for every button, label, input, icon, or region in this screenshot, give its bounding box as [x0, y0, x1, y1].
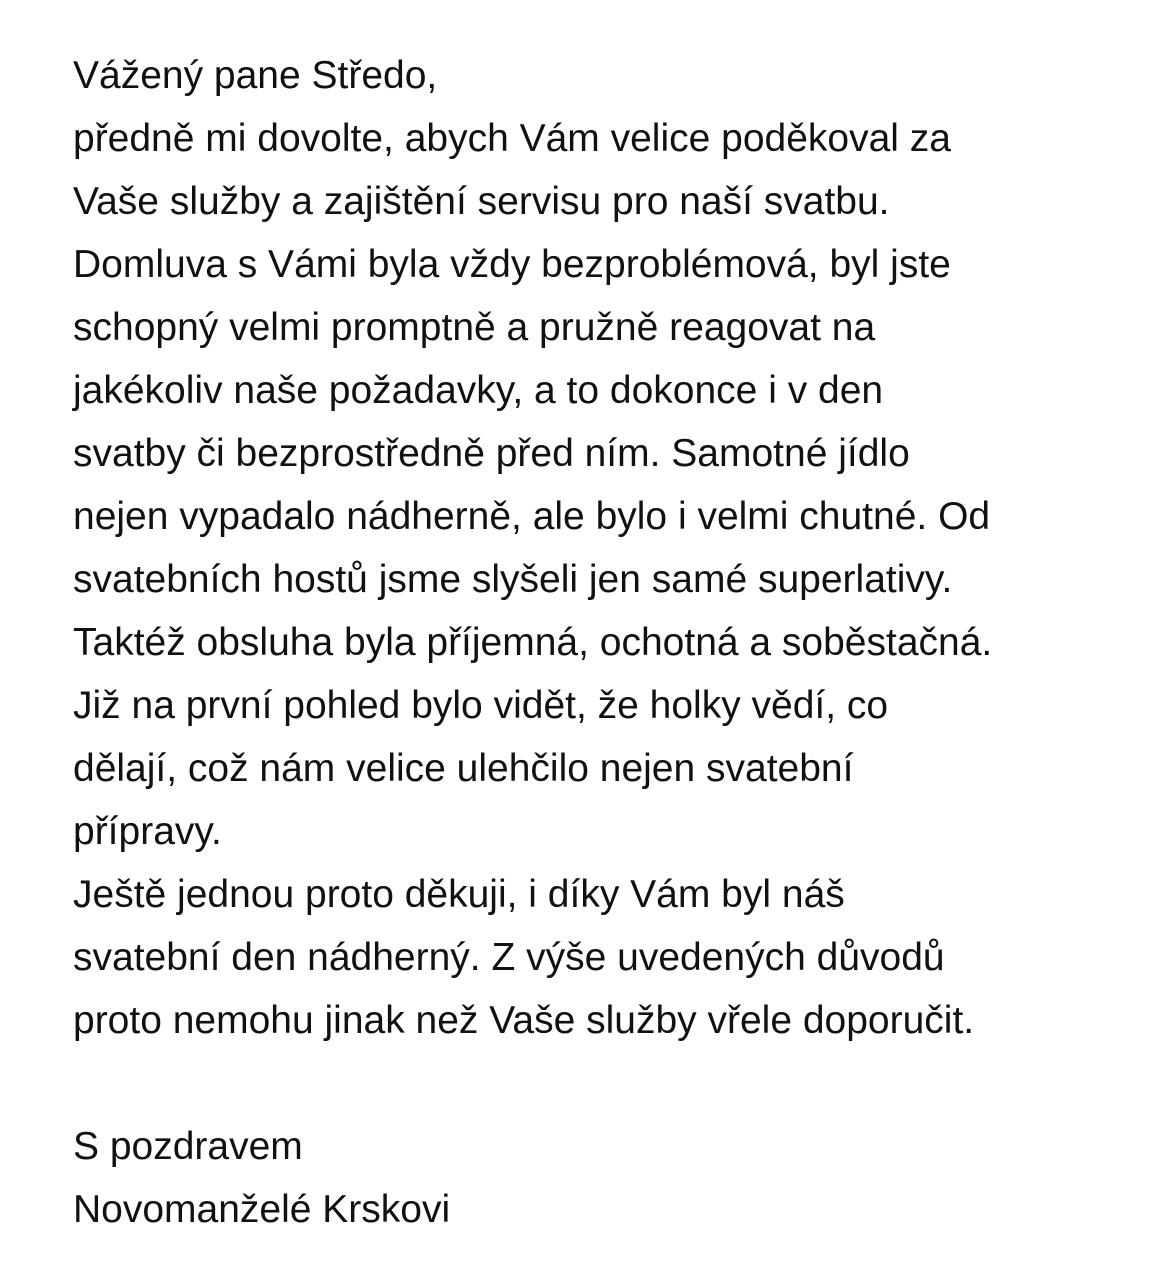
letter-body-line: dělají, což nám velice ulehčilo nejen svatební [73, 747, 854, 790]
letter-closing: S pozdravem [73, 1125, 303, 1168]
letter-body-line: schopný velmi promptně a pružně reagovat na [73, 306, 876, 349]
letter-body-line: Ještě jednou proto děkuji, i díky Vám byl náš [73, 873, 845, 916]
letter-body-line: jakékoliv naše požadavky, a to dokonce i v den [73, 369, 884, 412]
letter-signature: Novomanželé Krskovi [73, 1188, 451, 1231]
letter-greeting: Vážený pane Středo, [73, 54, 438, 97]
letter-body-line: proto nemohu jinak než Vaše služby vřele doporučit. [73, 999, 975, 1042]
letter-body-line: svatební den nádherný. Z výše uvedených důvodů [73, 936, 945, 979]
paragraph-spacer [73, 1052, 1133, 1115]
letter-body-line: nejen vypadalo nádherně, ale bylo i velmi chutné. Od [73, 495, 991, 538]
letter-body-line: svatby či bezprostředně před ním. Samotné jídlo [73, 432, 910, 475]
letter-body-line: svatebních hostů jsme slyšeli jen samé superlativy. [73, 558, 953, 601]
letter-body-line: přípravy. [73, 810, 222, 853]
letter-body-line: předně mi dovolte, abych Vám velice poděkoval za [73, 117, 951, 160]
letter [73, 44, 1133, 1241]
letter-body-line: Již na první pohled bylo vidět, že holky vědí, co [73, 684, 889, 727]
letter-body-line: Taktéž obsluha byla příjemná, ochotná a soběstačná. [73, 621, 993, 664]
letter-body-line: Domluva s Vámi byla vždy bezproblémová, byl jste [73, 243, 951, 286]
letter-body-line: Vaše služby a zajištění servisu pro naší svatbu. [73, 180, 890, 223]
